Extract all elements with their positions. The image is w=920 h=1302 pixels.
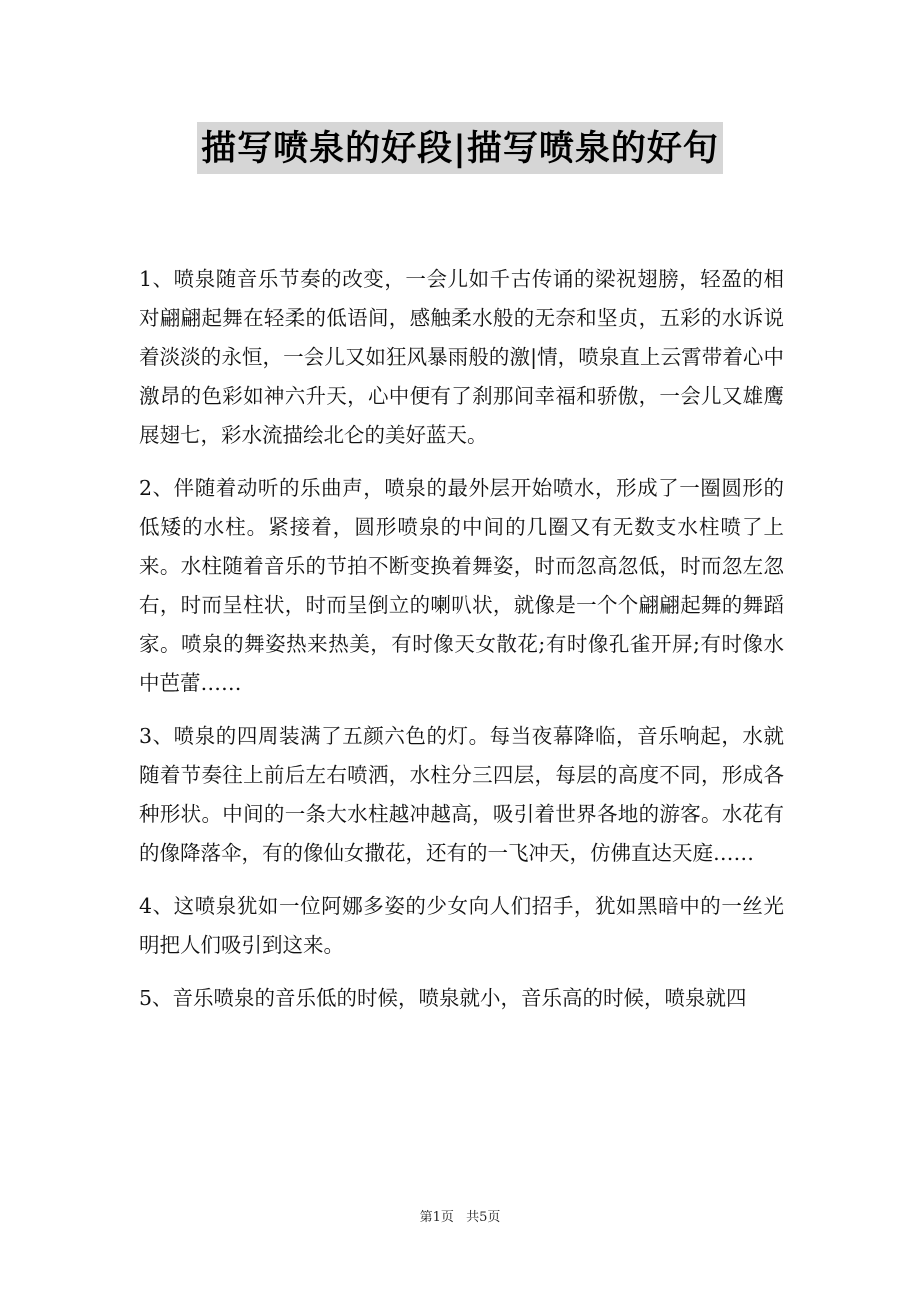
page-total: 共5页 (466, 1210, 501, 1225)
paragraph-2: 2、伴随着动听的乐曲声，喷泉的最外层开始喷水，形成了一圈圆形的低矮的水柱。紧接着，圆形喷泉的中间的几圈又有无数支水柱喷了上来。水柱随着音乐的节拍不断变换着舞姿，时而忽高忽低，时而忽左忽右，时而呈柱状，时而呈倒立的喇叭状，就像是一个个翩翩起舞的舞蹈家。喷泉的舞姿热来热美，有时像天女散花;有时像孔雀开屏;有时像水中芭蕾…… (139, 476, 784, 695)
title-area (0, 122, 920, 174)
document-title: 描写喷泉的好段|描写喷泉的好句 (197, 122, 723, 174)
paragraph-5: 5、音乐喷泉的音乐低的时候，喷泉就小，音乐高的时候，喷泉就四 (139, 986, 747, 1010)
document-body (139, 260, 784, 1018)
paragraph-1: 1、喷泉随音乐节奏的改变，一会儿如千古传诵的梁祝翅膀，轻盈的相对翩翩起舞在轻柔的低语间，感触柔水般的无奈和坚贞，五彩的水诉说着淡淡的永恒，一会儿又如狂风暴雨般的激|情，喷泉直上云霄带着心中激昂的色彩如神六升天，心中便有了刹那间幸福和骄傲，一会儿又雄鹰展翅七，彩水流描绘北仑的美好蓝天。 (139, 267, 784, 447)
paragraph-3: 3、喷泉的四周装满了五颜六色的灯。每当夜幕降临，音乐响起，水就随着节奏往上前后左右喷洒，水柱分三四层，每层的高度不同，形成各种形状。中间的一条大水柱越冲越高，吸引着世界各地的游客。水花有的像降落伞，有的像仙女撒花，还有的一飞冲天，仿佛直达天庭…… (139, 724, 784, 865)
paragraph-4: 4、这喷泉犹如一位阿娜多姿的少女向人们招手，犹如黑暗中的一丝光明把人们吸引到这来。 (139, 894, 784, 957)
page-number: 第1页 (419, 1210, 454, 1225)
page-footer (0, 1206, 920, 1225)
